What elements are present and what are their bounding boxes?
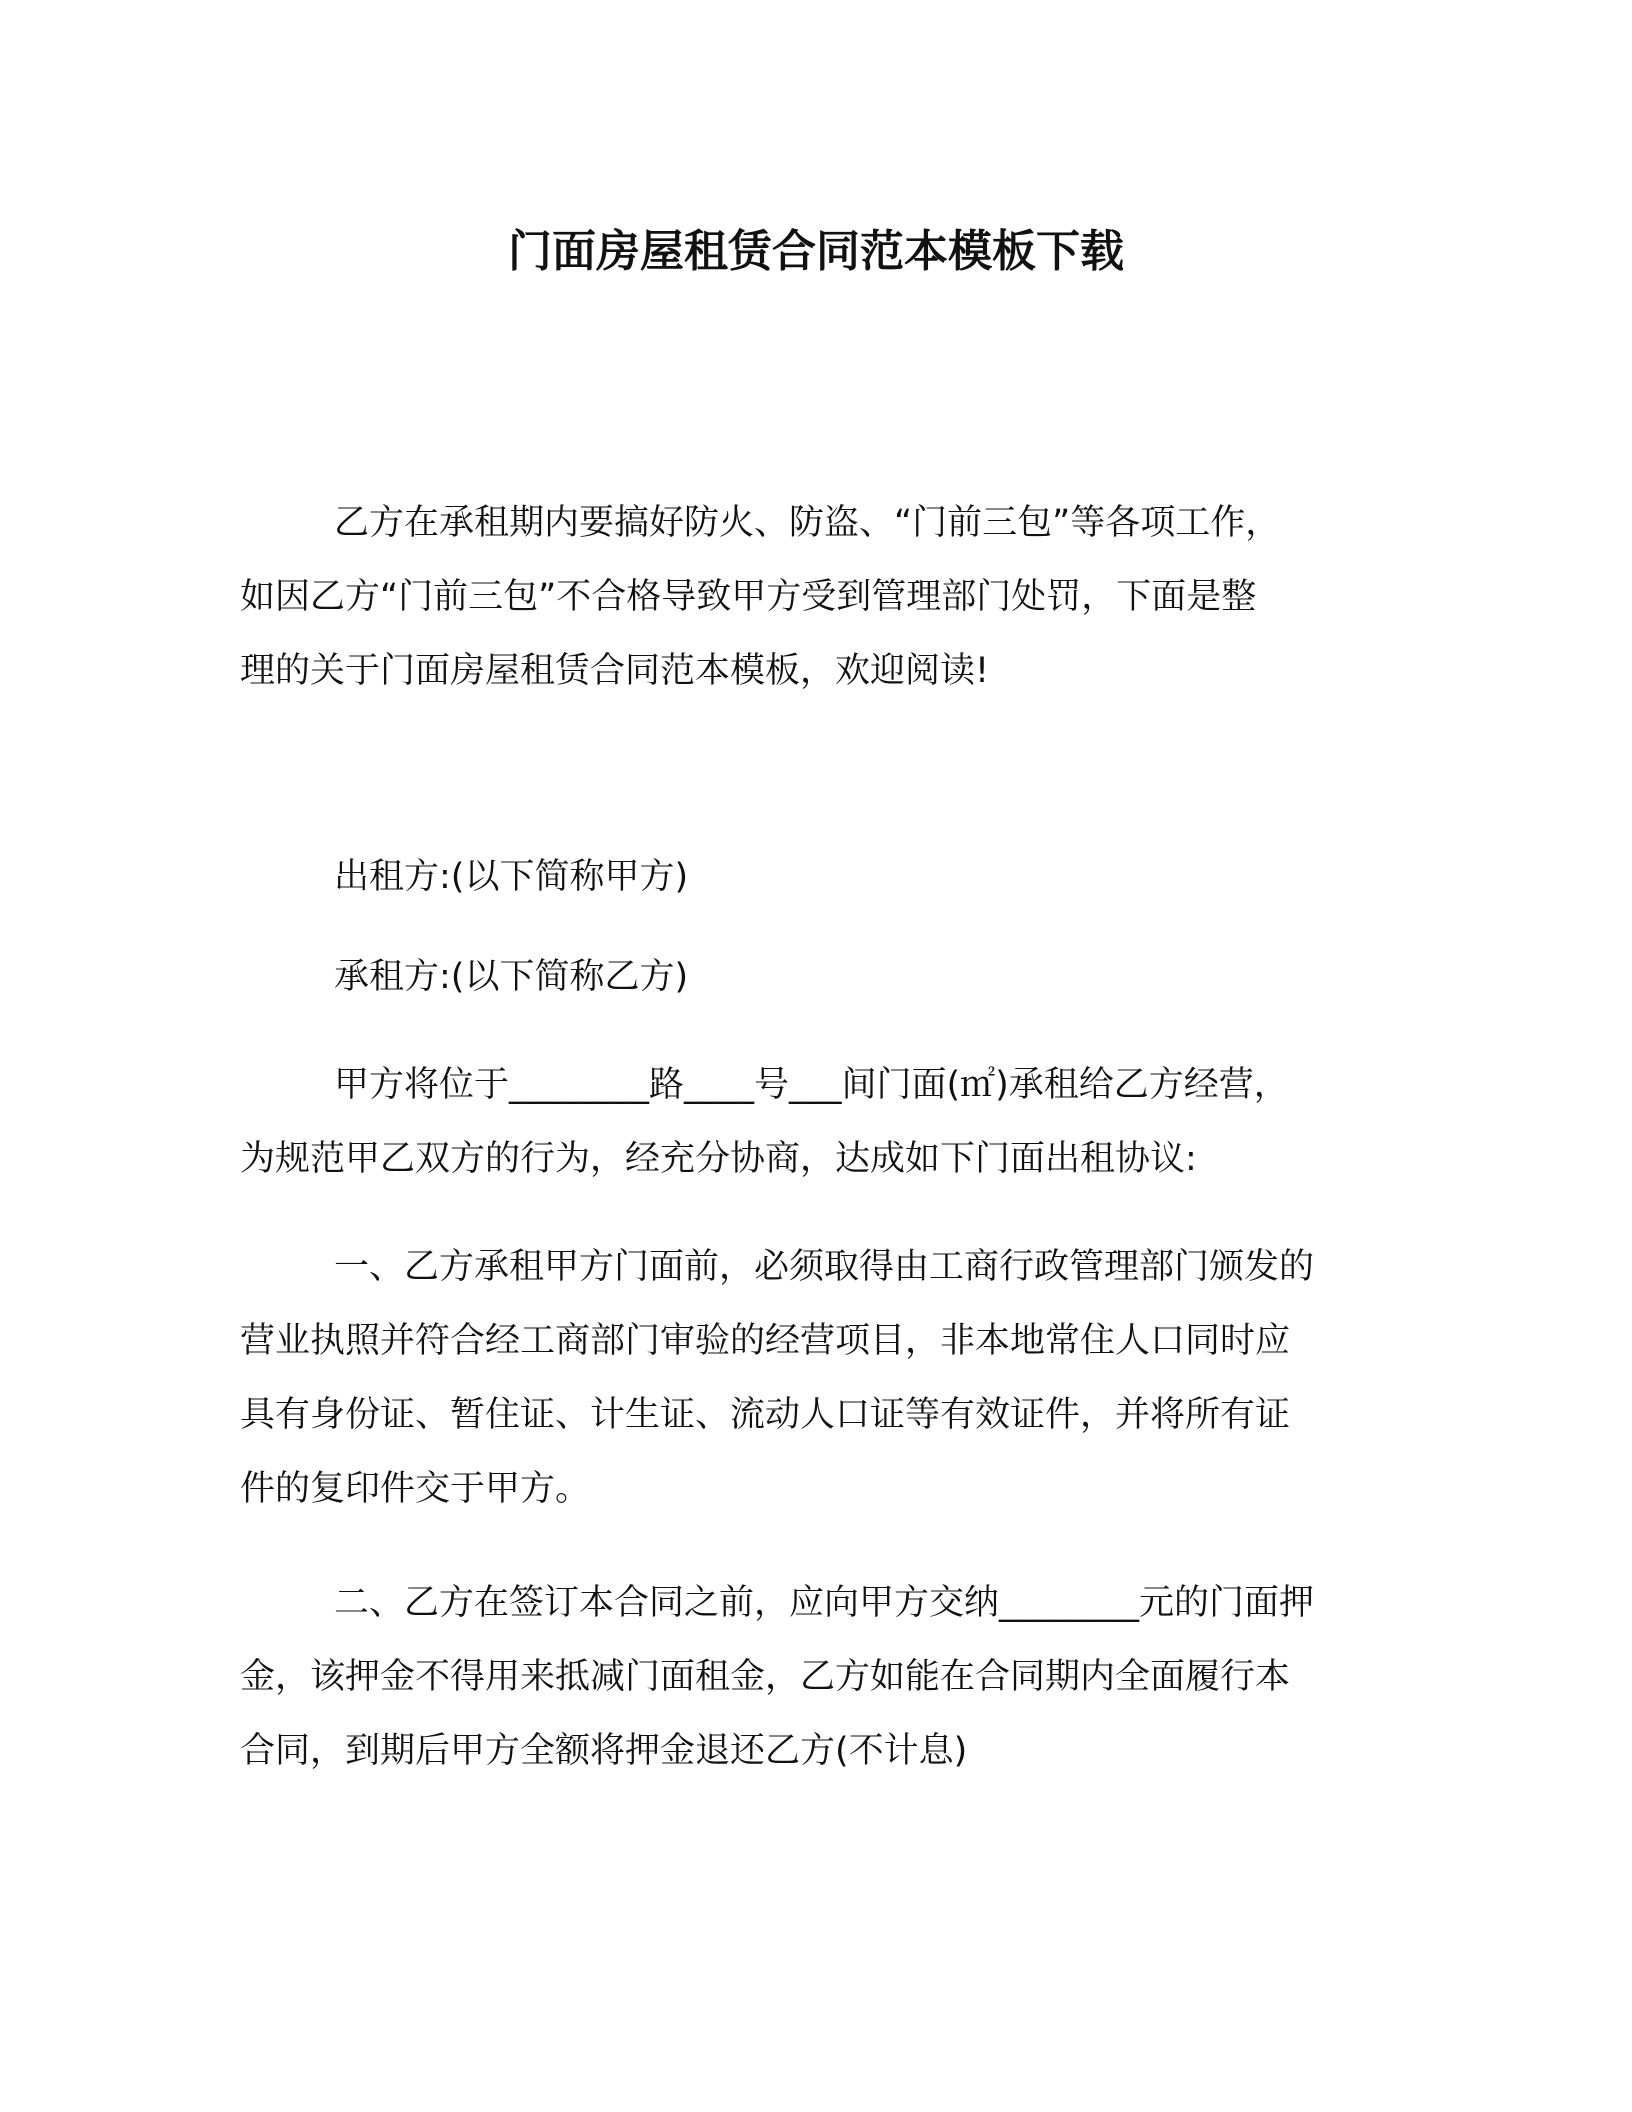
- clause-1-paragraph: [240, 1230, 1380, 1526]
- clause-1-line: 件的复印件交于甲方。: [240, 1469, 591, 1509]
- clause-2-line: 金，该押金不得用来抵减门面租金，乙方如能在合同期内全面履行本: [240, 1657, 1291, 1697]
- clause-1-line: 一、乙方承租甲方门面前，必须取得由工商行政管理部门颁发的: [334, 1247, 1315, 1287]
- lessor-line: 出租方:(以下简称甲方): [334, 857, 689, 897]
- lessee-line: 承租方:(以下简称乙方): [334, 957, 689, 997]
- intro-line: 乙方在承租期内要搞好防火、防盗、“门前三包”等各项工作，: [334, 503, 1281, 543]
- location-line: 甲方将位于________路____号___间门面(㎡)承租给乙方经营，: [334, 1065, 1289, 1105]
- intro-line: 如因乙方“门前三包”不合格导致甲方受到管理部门处罚，下面是整: [240, 577, 1257, 617]
- clause-2-paragraph: [240, 1566, 1380, 1788]
- clause-2-line: 合同，到期后甲方全额将押金退还乙方(不计息): [240, 1731, 968, 1771]
- document-title: 门面房屋租赁合同范本模板下载: [508, 226, 1124, 277]
- intro-line: 理的关于门面房屋租赁合同范本模板，欢迎阅读!: [240, 651, 990, 691]
- clause-2-line: 二、乙方在签订本合同之前，应向甲方交纳________元的门面押: [334, 1583, 1315, 1623]
- intro-paragraph: [240, 486, 1380, 708]
- clause-1-line: 营业执照并符合经工商部门审验的经营项目，非本地常住人口同时应: [240, 1321, 1291, 1361]
- location-paragraph: [240, 1048, 1380, 1196]
- location-line: 为规范甲乙双方的行为，经充分协商，达成如下门面出租协议:: [240, 1139, 1197, 1179]
- clause-1-line: 具有身份证、暂住证、计生证、流动人口证等有效证件，并将所有证: [240, 1395, 1291, 1435]
